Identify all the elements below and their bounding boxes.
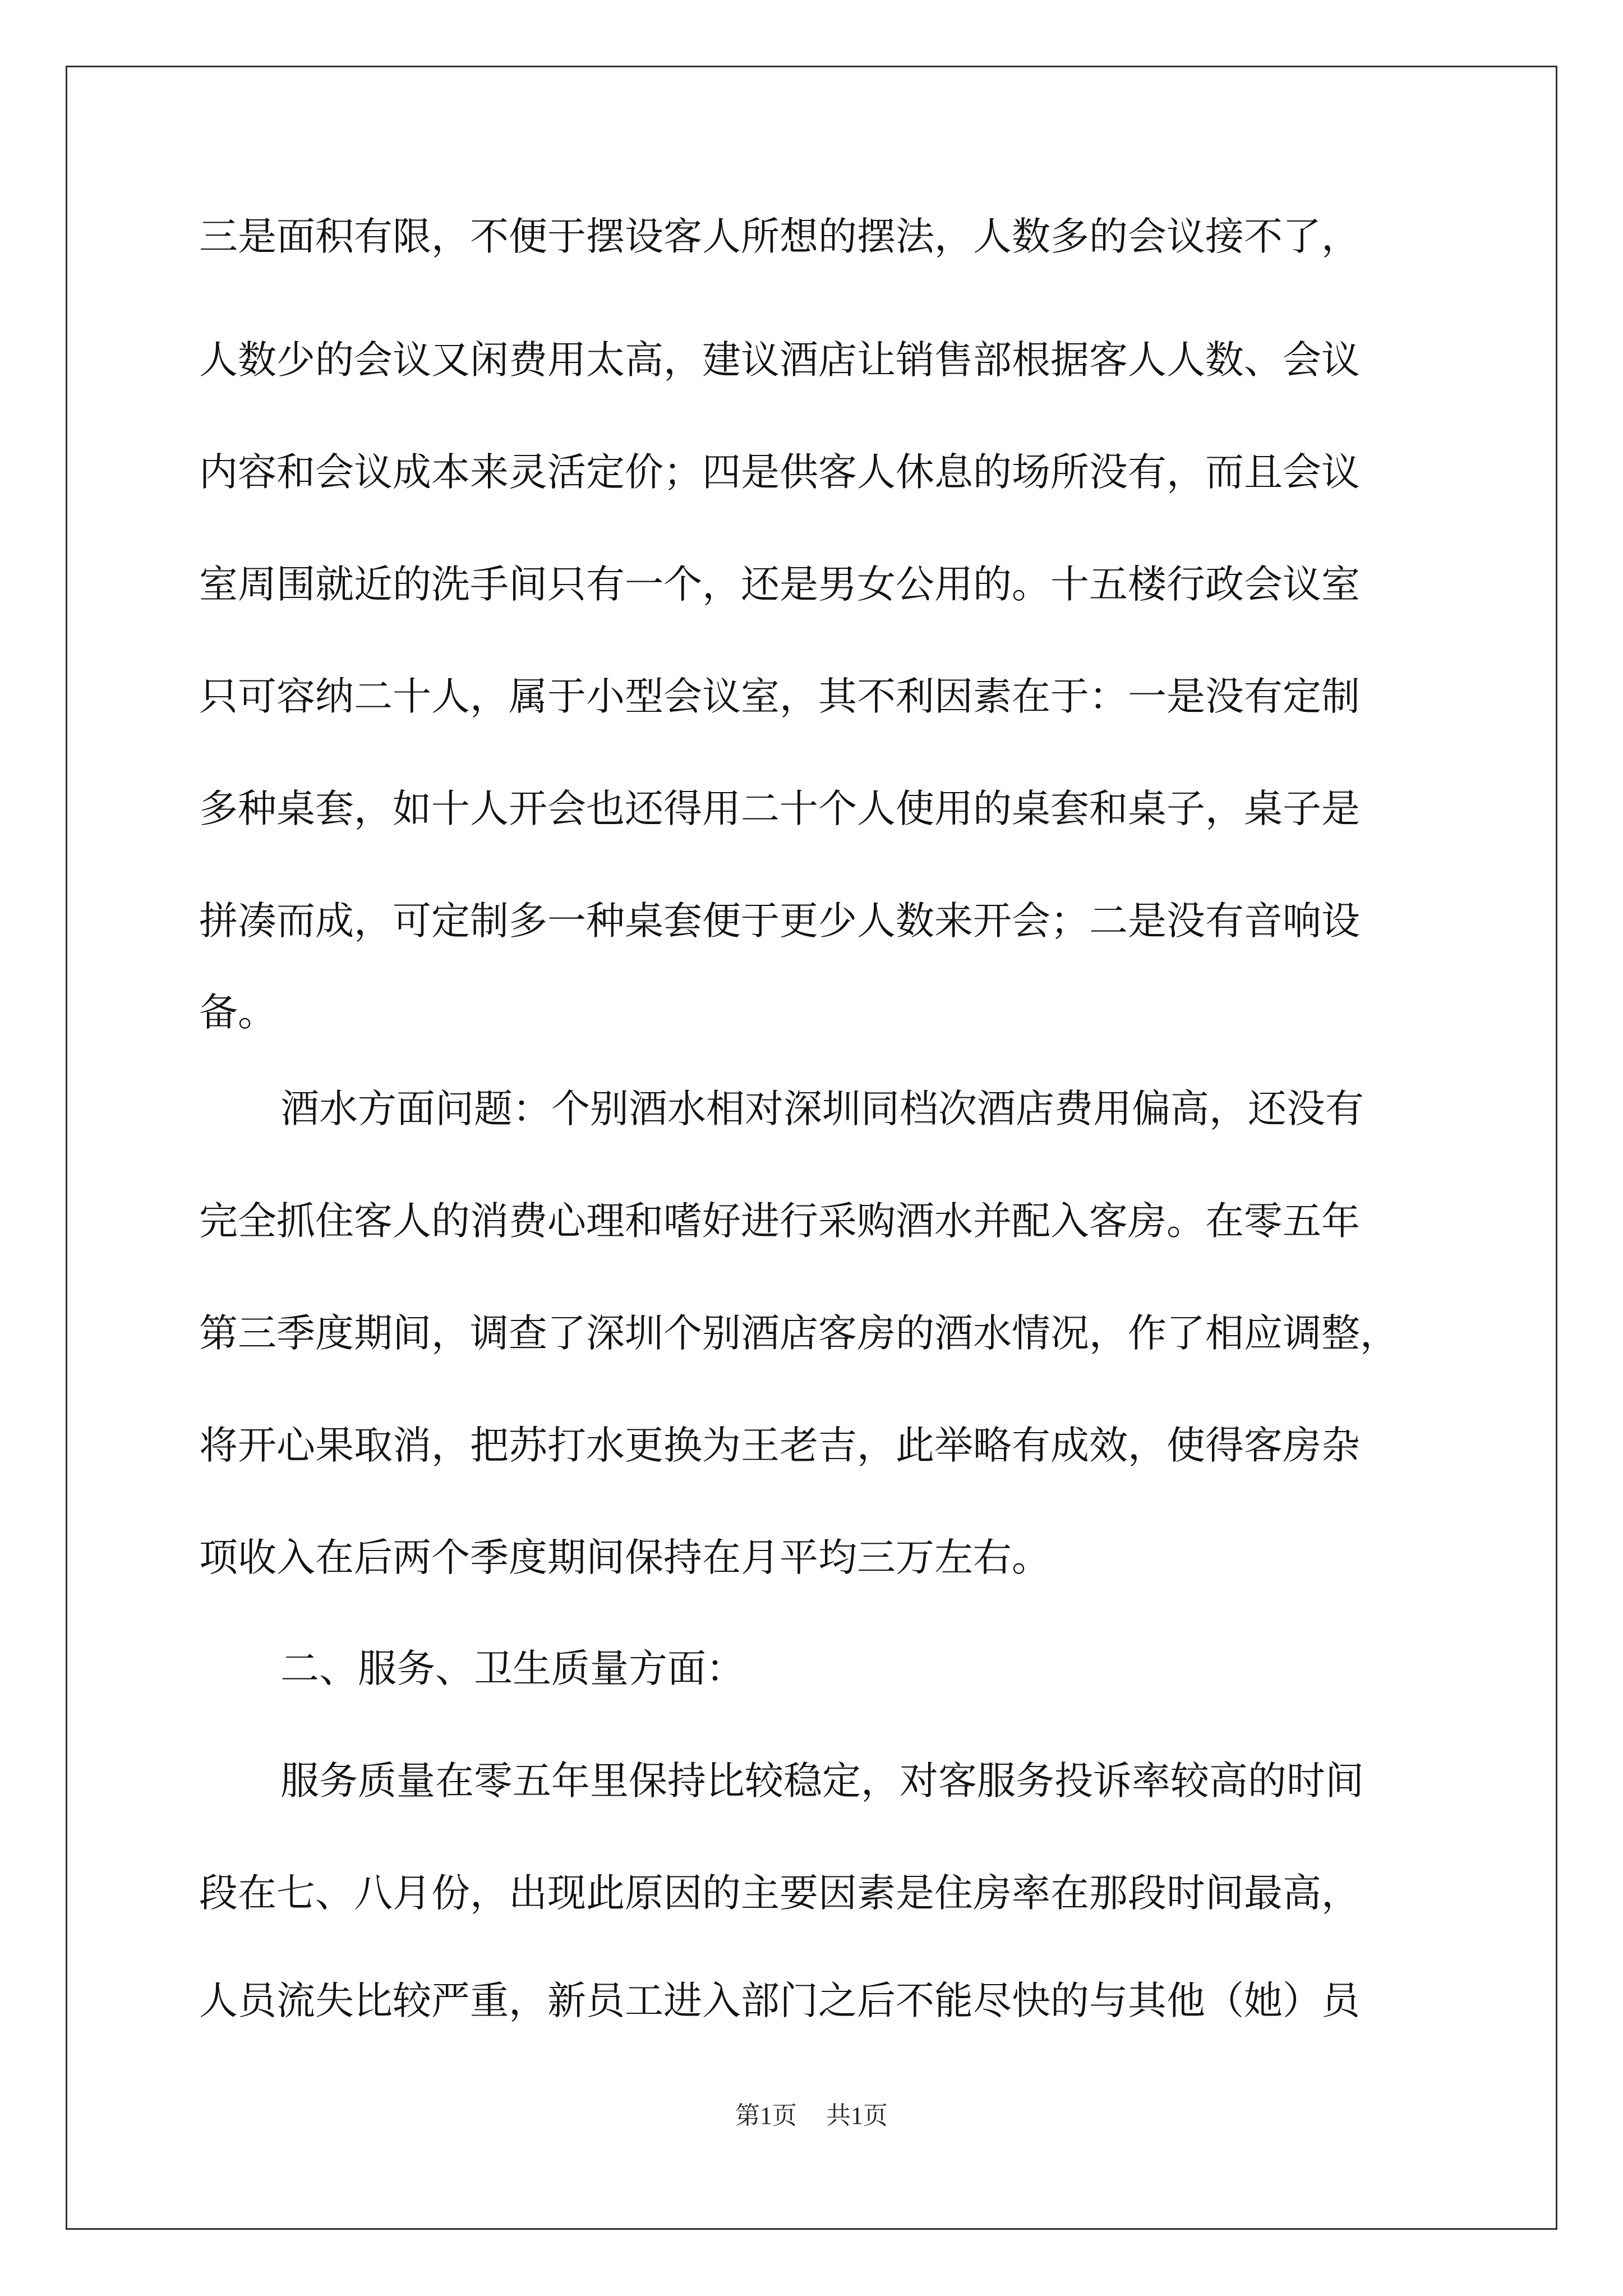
page-total: 共1页: [826, 2102, 888, 2129]
paragraph-start-line: 服务质量在零五年里保持比较稳定，对客服务投诉率较高的时间: [280, 1759, 1364, 1803]
text-line: 备。: [199, 990, 276, 1035]
section-heading: 二、服务、卫生质量方面：: [280, 1646, 745, 1691]
text-line: 人数少的会议又闲费用太高，建议酒店让销售部根据客人人数、会议: [199, 338, 1360, 383]
text-line: 人员流失比较严重，新员工进入部门之后不能尽快的与其他（她）员: [199, 1978, 1360, 2023]
text-line: 拼凑而成，可定制多一种桌套便于更少人数来开会；二是没有音响设: [199, 899, 1360, 944]
text-line: 多种桌套，如十人开会也还得用二十个人使用的桌套和桌子，桌子是: [199, 786, 1360, 831]
text-line: 段在七、八月份，出现此原因的主要因素是住房率在那段时间最高，: [199, 1871, 1360, 1916]
page-footer: [0, 2100, 1623, 2132]
text-line: 第三季度期间，调查了深圳个别酒店客房的酒水情况，作了相应调整，: [199, 1311, 1399, 1356]
text-line: 只可容纳二十人，属于小型会议室，其不利因素在于：一是没有定制: [199, 674, 1360, 719]
text-line: 室周围就近的洗手间只有一个，还是男女公用的。十五楼行政会议室: [199, 562, 1360, 607]
text-line: 内容和会议成本来灵活定价；四是供客人休息的场所没有，而且会议: [199, 450, 1360, 495]
text-line: 三是面积有限，不便于摆设客人所想的摆法，人数多的会议接不了，: [199, 214, 1360, 259]
text-line: 项收入在后两个季度期间保持在月平均三万左右。: [199, 1535, 1050, 1580]
page-number: 第1页: [735, 2102, 797, 2129]
text-line: 完全抓住客人的消费心理和嗜好进行采购酒水并配入客房。在零五年: [199, 1199, 1360, 1244]
paragraph-start-line: 酒水方面问题：个别酒水相对深圳同档次酒店费用偏高，还没有: [280, 1087, 1364, 1131]
text-line: 将开心果取消，把苏打水更换为王老吉，此举略有成效，使得客房杂: [199, 1423, 1360, 1468]
